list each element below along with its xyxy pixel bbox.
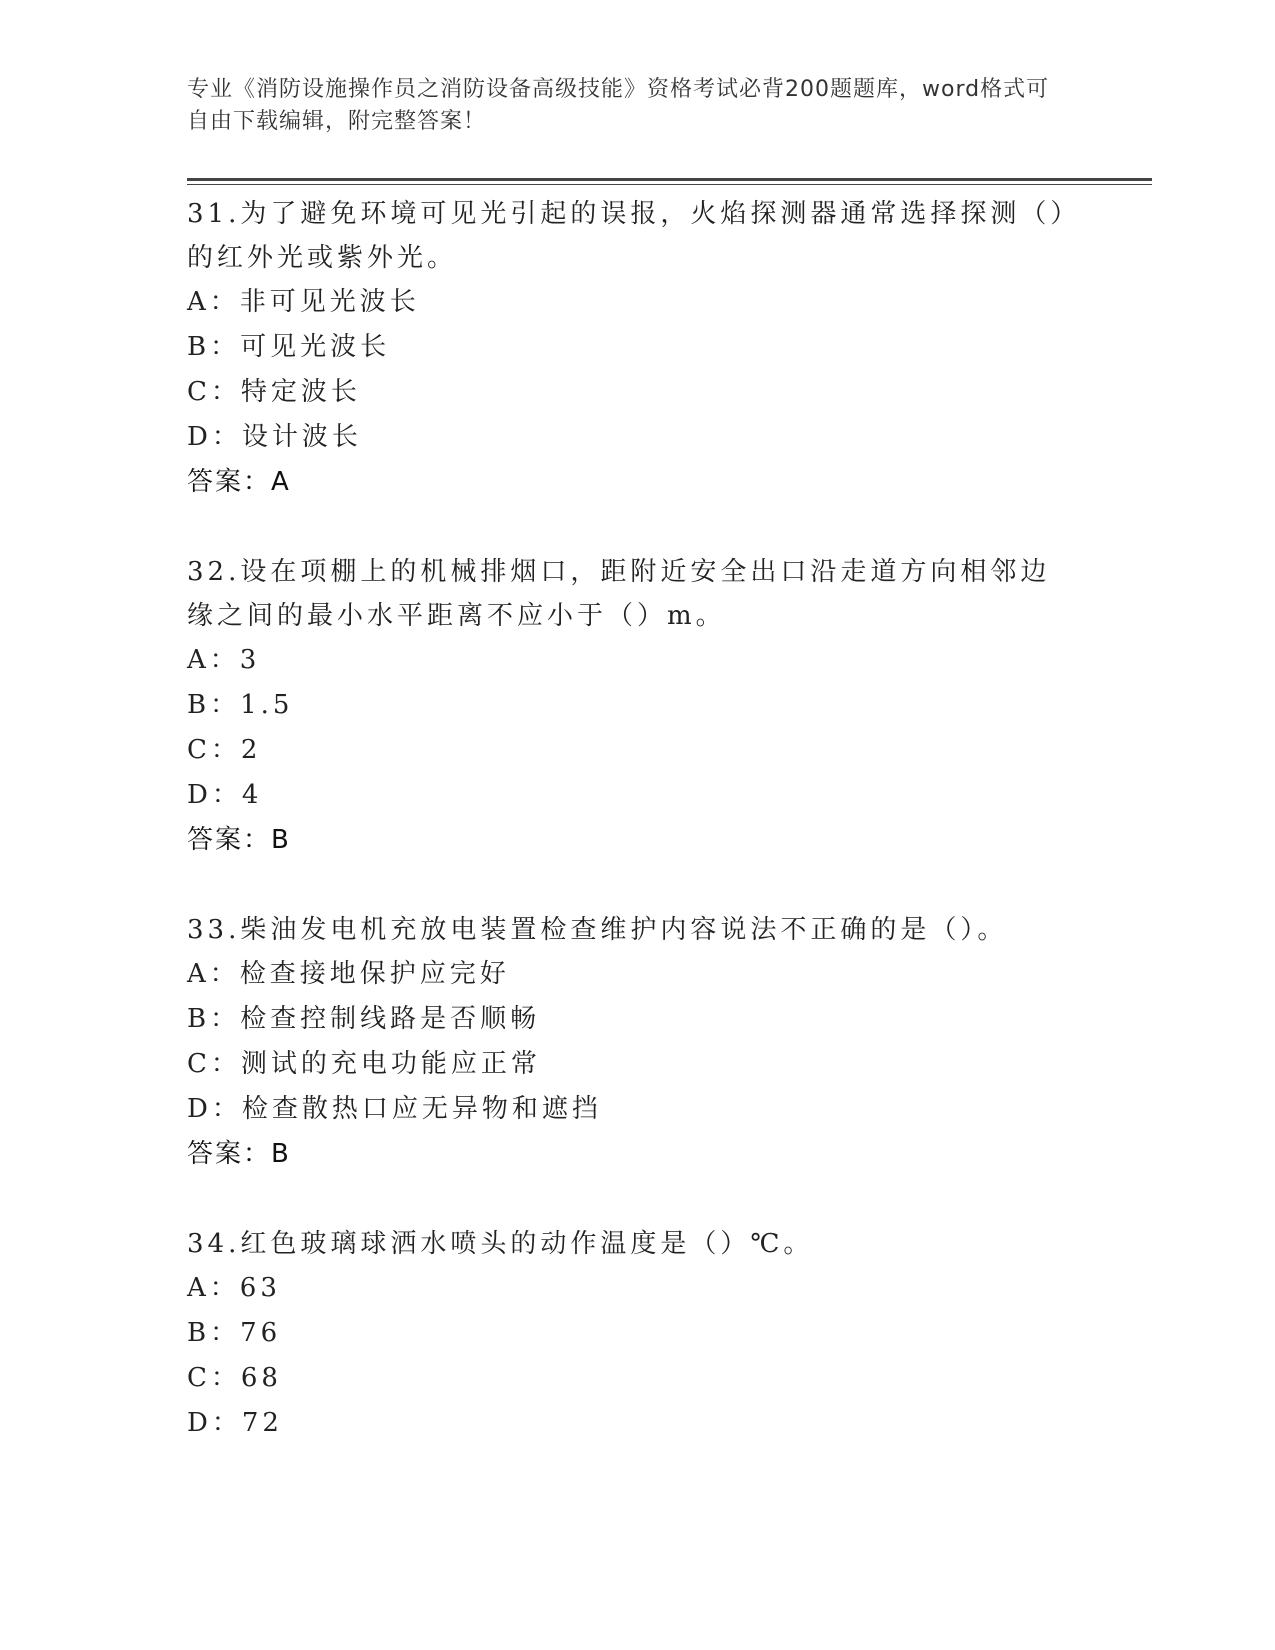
option-d: D：设计波长 [187, 422, 362, 452]
answer-line: 答案：A [187, 467, 291, 497]
option-a: A：检查接地保护应完好 [187, 959, 510, 989]
question-spacer [187, 505, 1077, 550]
option-a: A：3 [187, 645, 261, 675]
option-d: D：4 [187, 780, 263, 810]
question-32 [187, 550, 1077, 908]
question-stem: 34.红色玻璃球洒水喷头的动作温度是（）℃。 [187, 1229, 814, 1259]
option-a: A：非可见光波长 [187, 287, 420, 317]
option-c: C：测试的充电功能应正常 [187, 1049, 541, 1079]
option-c: C：特定波长 [187, 377, 361, 407]
option-b: B：76 [187, 1318, 282, 1348]
option-b: B：检查控制线路是否顺畅 [187, 1004, 541, 1034]
document-header: 专业《消防设施操作员之消防设备高级技能》资格考试必背200题题库，word格式可自由下载编辑，附完整答案！ [187, 77, 1050, 134]
question-stem: 33.柴油发电机充放电装置检查维护内容说法不正确的是（）。 [187, 915, 1008, 945]
question-stem: 31.为了避免环境可见光引起的误报，火焰探测器通常选择探测（）的红外光或紫外光。 [187, 199, 1068, 273]
question-31 [187, 192, 1077, 550]
question-spacer [187, 863, 1077, 908]
question-33 [187, 908, 1077, 1222]
question-spacer [187, 1177, 1077, 1222]
option-c: C：2 [187, 735, 262, 765]
option-b: B：可见光波长 [187, 332, 391, 362]
header-divider-thin [187, 184, 1152, 185]
answer-line: 答案：B [187, 825, 291, 855]
option-b: B：1.5 [187, 690, 294, 720]
option-d: D：72 [187, 1408, 283, 1438]
option-d: D：检查散热口应无异物和遮挡 [187, 1094, 602, 1124]
option-a: A：63 [187, 1273, 281, 1303]
answer-line: 答案：B [187, 1139, 291, 1169]
question-34 [187, 1222, 1077, 1446]
question-list [187, 192, 1077, 1446]
header-divider-thick [187, 178, 1152, 181]
option-c: C：68 [187, 1363, 282, 1393]
question-stem: 32.设在项棚上的机械排烟口，距附近安全出口沿走道方向相邻边缘之间的最小水平距离不应小于（）m。 [187, 557, 1051, 631]
